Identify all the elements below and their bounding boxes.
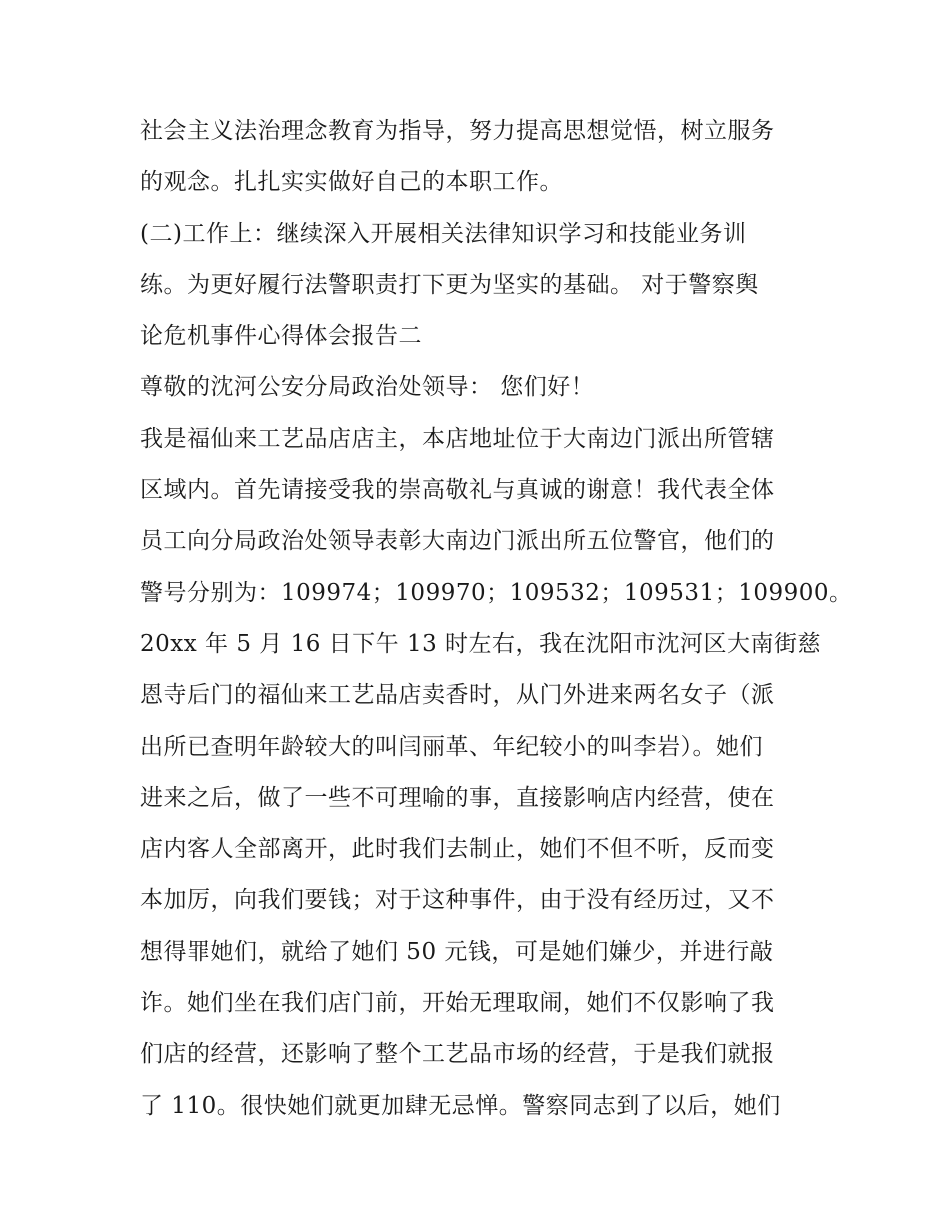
text-line: 店内客人全部离开，此时我们去制止，她们不但不听，反而变 [140,836,775,863]
text-line: 我是福仙来工艺品店店主，本店地址位于大南边门派出所管辖 [140,425,775,452]
document-body [140,106,853,1132]
text-line: 了 110。很快她们就更加肆无忌惮。警察同志到了以后，她们 [140,1092,781,1119]
text-line: 们店的经营，还影响了整个工艺品市场的经营，于是我们就报 [140,1041,775,1068]
text-line: 员工向分局政治处领导表彰大南边门派出所五位警官，他们的 [140,528,775,555]
text-line: 恩寺后门的福仙来工艺品店卖香时，从门外进来两名女子（派 [140,682,775,709]
text-line: 本加厉，向我们要钱；对于这种事件，由于没有经历过，又不 [140,887,775,914]
text-line: 诈。她们坐在我们店门前，开始无理取闹，她们不仅影响了我 [140,990,775,1017]
text-line: 出所已查明年龄较大的叫闫丽革、年纪较小的叫李岩）。她们 [140,733,763,760]
text-line: 想得罪她们，就给了她们 50 元钱，可是她们嫌少，并进行敲 [140,938,774,965]
text-line: (二)工作上：继续深入开展相关法律知识学习和技能业务训 [140,220,747,247]
section-heading: 论危机事件心得体会报告二 [140,323,422,350]
text-line: 练。为更好履行法警职责打下更为坚实的基础。 对于警察舆 [140,271,759,298]
text-line: 区域内。首先请接受我的崇高敬礼与真诚的谢意！我代表全体 [140,477,775,504]
text-line: 的观念。扎扎实实做好自己的本职工作。 [140,169,563,196]
text-line: 20xx 年 5 月 16 日下午 13 时左右，我在沈阳市沈河区大南街慈 [140,630,822,657]
salutation: 尊敬的沈河公安分局政治处领导： 您们好！ [140,374,595,401]
text-line: 警号分别为：109974；109970；109532；109531；109900。 [140,579,853,606]
text-line: 社会主义法治理念教育为指导，努力提高思想觉悟，树立服务 [140,118,775,144]
text-line: 进来之后，做了一些不可理喻的事，直接影响店内经营，使在 [140,784,775,811]
